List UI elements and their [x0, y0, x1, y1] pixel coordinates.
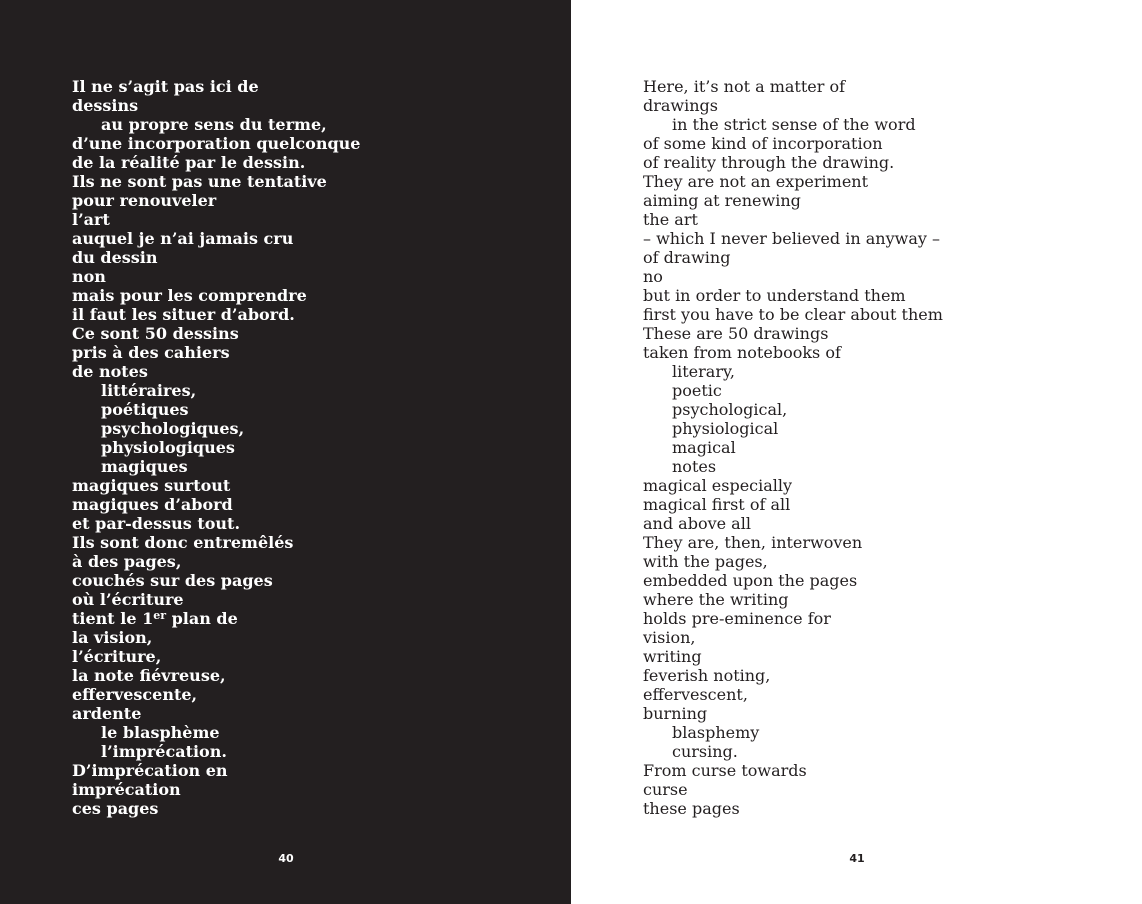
poem-line — [643, 77, 943, 96]
poem-line — [643, 476, 943, 495]
poem-line-text: l’écriture, — [72, 647, 162, 666]
poem-line — [72, 248, 360, 267]
poem-line-text: ces pages — [72, 799, 159, 818]
poem-line — [72, 286, 360, 305]
poem-line — [643, 362, 943, 381]
poem-line-text: These are 50 drawings — [643, 324, 829, 343]
poem-line — [72, 438, 360, 457]
poem-line-text: taken from notebooks of — [643, 343, 841, 362]
right-page — [571, 0, 1142, 904]
poem-line-text: but in order to understand them — [643, 286, 906, 305]
poem-line-text: tient le 1 — [72, 609, 154, 628]
poem-line — [72, 761, 360, 780]
poem-line — [72, 153, 360, 172]
poem-line — [72, 457, 360, 476]
poem-line — [72, 324, 360, 343]
poem-line-text: il faut les situer d’abord. — [72, 305, 295, 324]
poem-line-text: Ils ne sont pas une tentative — [72, 172, 327, 191]
poem-line — [72, 685, 360, 704]
poem-line — [72, 704, 360, 723]
page-number-left: 40 — [278, 852, 294, 865]
poem-line — [643, 457, 943, 476]
poem-line-text: l’art — [72, 210, 110, 229]
poem-line — [643, 571, 943, 590]
poem-line — [72, 267, 360, 286]
poem-line-text: la note fiévreuse, — [72, 666, 226, 685]
poem-line-text-after: plan de — [166, 609, 238, 628]
poem-line-text: au propre sens du terme, — [101, 115, 327, 134]
poem-line — [72, 400, 360, 419]
poem-line — [643, 419, 943, 438]
poem-line — [643, 324, 943, 343]
poem-line-text: dessins — [72, 96, 139, 115]
poem-line-text: of drawing — [643, 248, 731, 267]
poem-line — [72, 514, 360, 533]
poem-line-text: littéraires, — [101, 381, 197, 400]
french-poem — [72, 77, 360, 818]
poem-line-text: They are not an experiment — [643, 172, 869, 191]
poem-line — [643, 305, 943, 324]
poem-line-text: in the strict sense of the word — [672, 115, 916, 134]
poem-line-text: du dessin — [72, 248, 158, 267]
poem-line-text: de notes — [72, 362, 148, 381]
poem-line-text: D’imprécation en — [72, 761, 228, 780]
poem-line-text: psychologiques, — [101, 419, 245, 438]
poem-line-text: pour renouveler — [72, 191, 217, 210]
poem-line — [72, 419, 360, 438]
poem-line-text: – which I never believed in anyway – — [643, 229, 940, 248]
poem-line-text: these pages — [643, 799, 740, 818]
poem-line — [643, 685, 943, 704]
poem-line — [643, 780, 943, 799]
poem-line — [72, 77, 360, 96]
poem-line-text: embedded upon the pages — [643, 571, 858, 590]
poem-line — [72, 647, 360, 666]
poem-line — [72, 571, 360, 590]
poem-line-text: notes — [672, 457, 717, 476]
poem-line-text: à des pages, — [72, 552, 182, 571]
poem-line-text: psychological, — [672, 400, 788, 419]
poem-line — [643, 590, 943, 609]
poem-line — [643, 761, 943, 780]
poem-line — [72, 742, 360, 761]
poem-line-text: holds pre-eminence for — [643, 609, 831, 628]
poem-line — [643, 628, 943, 647]
poem-line — [72, 552, 360, 571]
poem-line — [643, 723, 943, 742]
poem-line-text: of some kind of incorporation — [643, 134, 883, 153]
poem-line — [72, 723, 360, 742]
poem-line-text: drawings — [643, 96, 718, 115]
poem-line — [643, 400, 943, 419]
poem-line-text: burning — [643, 704, 708, 723]
poem-line — [643, 343, 943, 362]
poem-line-text: literary, — [672, 362, 735, 381]
poem-line — [643, 286, 943, 305]
poem-line — [643, 134, 943, 153]
poem-line — [72, 476, 360, 495]
poem-line — [643, 153, 943, 172]
poem-line-text: no — [643, 267, 663, 286]
poem-line — [72, 343, 360, 362]
poem-line-text: auquel je n’ai jamais cru — [72, 229, 294, 248]
poem-line-text: couchés sur des pages — [72, 571, 273, 590]
poem-line-text: writing — [643, 647, 702, 666]
poem-line-text: poétiques — [101, 400, 189, 419]
poem-line-text: cursing. — [672, 742, 738, 761]
poem-line — [72, 115, 360, 134]
poem-line-text: l’imprécation. — [101, 742, 227, 761]
poem-line — [643, 609, 943, 628]
poem-line — [643, 704, 943, 723]
poem-line — [643, 799, 943, 818]
poem-line — [643, 514, 943, 533]
poem-line-text: le blasphème — [101, 723, 220, 742]
poem-line-text: mais pour les comprendre — [72, 286, 307, 305]
poem-line-text: la vision, — [72, 628, 153, 647]
poem-line-text: effervescente, — [72, 685, 198, 704]
poem-line-text: imprécation — [72, 780, 181, 799]
poem-line-text: Ce sont 50 dessins — [72, 324, 239, 343]
poem-line-text: ardente — [72, 704, 142, 723]
poem-line-text: the art — [643, 210, 698, 229]
poem-line — [643, 210, 943, 229]
page-number-right: 41 — [849, 852, 865, 865]
poem-line-text: with the pages, — [643, 552, 768, 571]
poem-line — [643, 647, 943, 666]
poem-line — [72, 305, 360, 324]
poem-line-text: Here, it’s not a matter of — [643, 77, 846, 96]
poem-line-text: poetic — [672, 381, 722, 400]
poem-line-text: where the writing — [643, 590, 789, 609]
poem-line-text: où l’écriture — [72, 590, 184, 609]
poem-line — [72, 590, 360, 609]
poem-line — [72, 780, 360, 799]
poem-line-text: vision, — [643, 628, 696, 647]
poem-line — [643, 96, 943, 115]
poem-line-text: blasphemy — [672, 723, 760, 742]
poem-line — [72, 96, 360, 115]
poem-line — [643, 666, 943, 685]
poem-line-text: magical first of all — [643, 495, 791, 514]
poem-line — [643, 381, 943, 400]
poem-line-text: of reality through the drawing. — [643, 153, 895, 172]
poem-line — [72, 172, 360, 191]
poem-line — [72, 381, 360, 400]
poem-line — [643, 172, 943, 191]
poem-line — [643, 248, 943, 267]
poem-line — [72, 495, 360, 514]
poem-line — [643, 229, 943, 248]
poem-line-text: physiological — [672, 419, 779, 438]
poem-line — [72, 134, 360, 153]
poem-line — [643, 191, 943, 210]
poem-line — [643, 495, 943, 514]
poem-line-text: From curse towards — [643, 761, 807, 780]
poem-line — [72, 799, 360, 818]
poem-line-text: de la réalité par le dessin. — [72, 153, 306, 172]
poem-line-text: magiques — [101, 457, 188, 476]
poem-line-text: pris à des cahiers — [72, 343, 230, 362]
poem-line — [72, 229, 360, 248]
poem-line — [72, 210, 360, 229]
poem-line-text: non — [72, 267, 106, 286]
poem-line — [643, 267, 943, 286]
poem-line — [72, 362, 360, 381]
superscript: er — [153, 609, 166, 622]
poem-line-text: Ils sont donc entremêlés — [72, 533, 294, 552]
poem-line — [72, 666, 360, 685]
poem-line-text: first you have to be clear about them — [643, 305, 943, 324]
poem-line-text: feverish noting, — [643, 666, 771, 685]
poem-line — [72, 533, 360, 552]
poem-line — [643, 552, 943, 571]
poem-line-text: et par-dessus tout. — [72, 514, 241, 533]
poem-line — [643, 533, 943, 552]
poem-line — [643, 438, 943, 457]
poem-line-text: curse — [643, 780, 688, 799]
poem-line — [72, 191, 360, 210]
poem-line-text: magiques surtout — [72, 476, 231, 495]
english-poem — [643, 77, 943, 818]
poem-line-text: physiologiques — [101, 438, 235, 457]
poem-line-text: magical — [672, 438, 736, 457]
poem-line-text: magiques d’abord — [72, 495, 233, 514]
poem-line-text: aiming at renewing — [643, 191, 801, 210]
poem-line — [643, 742, 943, 761]
poem-line — [72, 628, 360, 647]
poem-line-text: effervescent, — [643, 685, 748, 704]
poem-line — [643, 115, 943, 134]
poem-line-text: Il ne s’agit pas ici de — [72, 77, 259, 96]
poem-line-text: They are, then, interwoven — [643, 533, 863, 552]
poem-line — [72, 609, 360, 628]
poem-line-text: d’une incorporation quelconque — [72, 134, 361, 153]
poem-line-text: magical especially — [643, 476, 793, 495]
poem-line-text: and above all — [643, 514, 751, 533]
